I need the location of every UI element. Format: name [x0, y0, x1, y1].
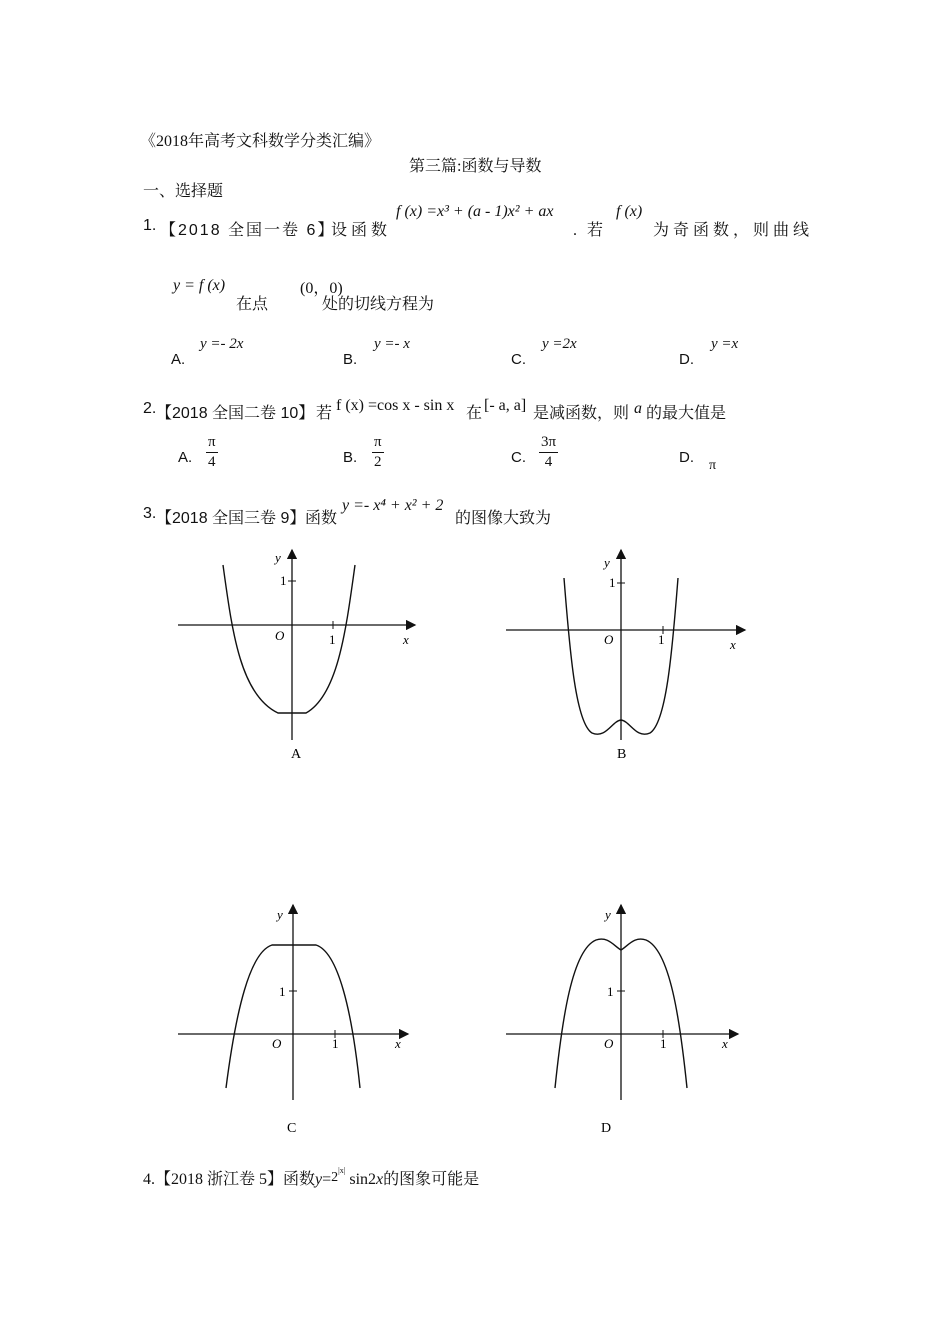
q4-base: 2 [331, 1170, 339, 1185]
graph-label-a: A [291, 747, 302, 762]
x-axis-label: x [730, 637, 736, 652]
q2-option-d-label: D. [679, 449, 694, 466]
origin-label: O [604, 1036, 614, 1051]
y-tick-label: 1 [609, 575, 616, 590]
q2-option-b-den: 2 [374, 454, 382, 470]
q2-intro: 若 [316, 405, 333, 422]
q3-number: 3. [143, 505, 157, 522]
q3-function: y =- x⁴ + x² + 2 [342, 497, 444, 514]
q2-interval: [- a, a] [484, 397, 527, 414]
q2-option-c-num: 3π [539, 435, 558, 453]
q1-function: f (x) =x³ + (a - 1)x² + ax [396, 203, 554, 220]
q4-exponent: |x| [338, 1166, 346, 1175]
q3-graph-c[interactable] [170, 900, 430, 1140]
q1-option-c-expr: y =2x [542, 336, 577, 352]
q3-graph-a[interactable] [170, 545, 430, 765]
q2-option-b-label: B. [343, 449, 358, 466]
q2-option-c-label: C. [511, 449, 526, 466]
q4-intro: 函数 [283, 1171, 316, 1188]
q3-ask: 的图像大致为 [455, 510, 552, 527]
origin-label: O [272, 1036, 282, 1051]
graph-label-c: C [287, 1121, 297, 1136]
x-axis-label: x [395, 1036, 401, 1051]
q1-ask: 处的切线方程为 [322, 296, 435, 313]
q1-point: (0，0) [300, 280, 343, 297]
q2-option-c-den: 4 [544, 454, 553, 470]
q4-source: 【2018 浙江卷 5】 [155, 1171, 284, 1188]
q2-option-a-den: 4 [208, 454, 216, 470]
q1-option-a-label: A. [171, 351, 186, 368]
y-axis-label: y [277, 907, 283, 922]
q3-source: 【2018 全国三卷 9】 [156, 510, 306, 527]
x-axis-label: x [403, 632, 409, 647]
y-axis-label: y [604, 555, 610, 570]
q2-option-a-num: π [206, 435, 218, 453]
q2-option-b-frac [372, 435, 384, 470]
y-tick-label: 1 [279, 984, 286, 999]
q1-condition: 为奇函数，则曲线 [653, 222, 814, 239]
q4-x: x [376, 1171, 384, 1188]
q1-option-a-expr: y =- 2x [200, 336, 244, 352]
q2-option-b-num: π [372, 435, 384, 453]
q1-fx: f (x) [616, 203, 643, 220]
q4-eq: = [322, 1171, 332, 1188]
q4-line [143, 1166, 479, 1189]
q1-at-point: 在点 [236, 296, 269, 313]
q1-option-c-label: C. [511, 351, 526, 368]
q2-option-a-label: A. [178, 449, 193, 466]
x-axis-label: x [722, 1036, 728, 1051]
x-tick-label: 1 [658, 632, 665, 647]
q2-option-a-frac [206, 435, 218, 470]
q1-option-b-expr: y =- x [374, 336, 410, 352]
q1-intro: 设函数 [331, 222, 392, 239]
book-title: 《2018年高考文科数学分类汇编》 [140, 133, 381, 150]
q2-ask-pre: 是减函数，则 [533, 405, 630, 422]
q1-number: 1. [143, 217, 157, 234]
q1-source: 【2018 全国一卷 6】 [160, 222, 336, 239]
q4-number: 4. [143, 1171, 155, 1188]
q3-graph-d[interactable] [500, 900, 760, 1140]
q2-option-c-frac [539, 435, 558, 470]
q2-source: 【2018 全国二卷 10】 [156, 405, 315, 422]
y-axis-label: y [605, 907, 611, 922]
q1-option-d-label: D. [679, 351, 694, 368]
y-axis-label: y [275, 550, 281, 565]
section-title: 一、选择题 [143, 183, 224, 200]
q1-option-d-expr: y =x [711, 336, 739, 352]
q4-y: y [315, 1171, 323, 1188]
q1-connector: . 若 [573, 222, 607, 239]
q1-curve: y = f (x) [173, 277, 226, 294]
y-tick-label: 1 [607, 984, 614, 999]
graph-label-b: B [617, 747, 627, 762]
q4-ask: 的图象可能是 [383, 1171, 480, 1188]
q2-number: 2. [143, 400, 157, 417]
q2-at: 在 [466, 405, 483, 422]
q2-var: a [634, 400, 642, 417]
x-tick-label: 1 [332, 1036, 339, 1051]
q2-ask-post: 的最大值是 [646, 405, 727, 422]
q3-graph-b[interactable] [500, 545, 760, 765]
q2-option-d-value: π [709, 458, 717, 473]
q4-tail: sin2 [349, 1171, 377, 1188]
q3-intro: 函数 [305, 510, 338, 527]
x-tick-label: 1 [660, 1036, 667, 1051]
origin-label: O [604, 632, 614, 647]
x-tick-label: 1 [329, 632, 336, 647]
origin-label: O [275, 628, 285, 643]
q2-function: f (x) =cos x - sin x [336, 397, 455, 414]
graph-label-d: D [601, 1121, 612, 1136]
y-tick-label: 1 [280, 573, 287, 588]
q1-option-b-label: B. [343, 351, 358, 368]
chapter-title: 第三篇:函数与导数 [409, 158, 542, 175]
